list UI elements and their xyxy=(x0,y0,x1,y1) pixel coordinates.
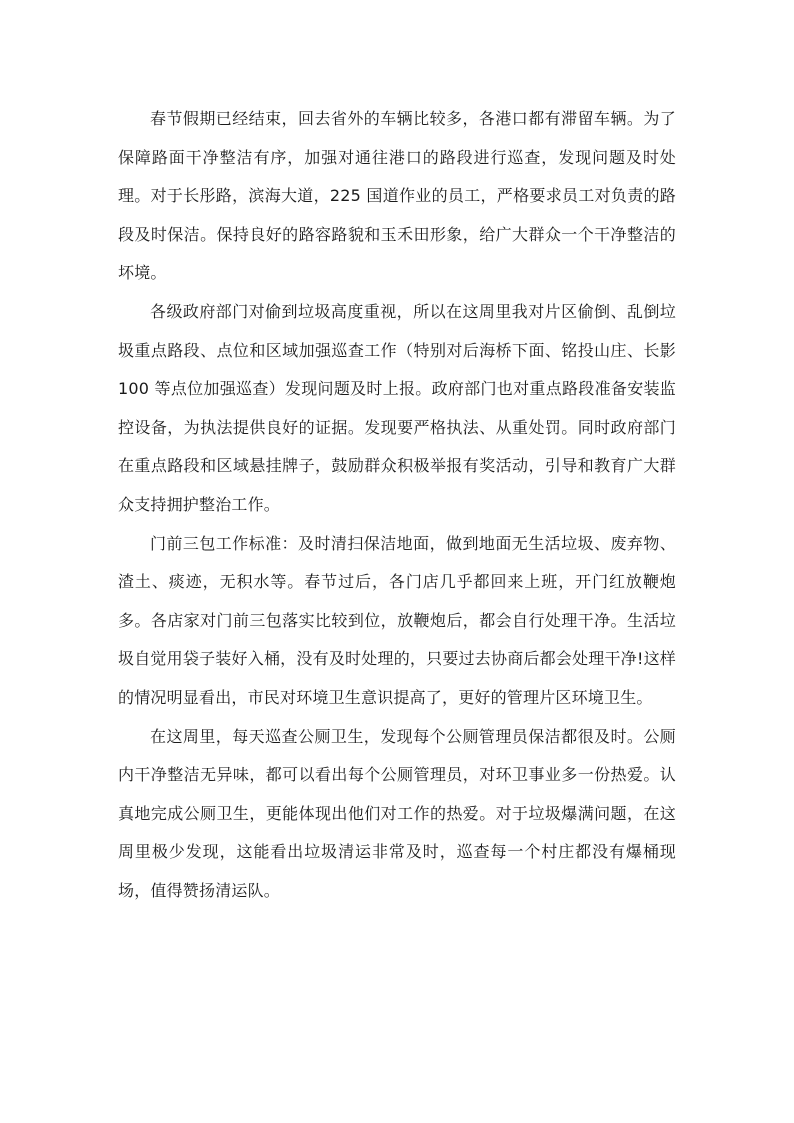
document-page xyxy=(118,100,676,910)
paragraph-3: 门前三包工作标准：及时清扫保洁地面，做到地面无生活垃圾、废弃物、渣土、痰迹，无积水等。春节过后，各门店几乎都回来上班，开门红放鞭炮多。各店家对门前三包落实比较到位，放鞭炮后，都会自行处理干净。生活垃圾自觉用袋子装好入桶，没有及时处理的，只要过去协商后都会处理干净!这样的情况明显看出，市民对环境卫生意识提高了，更好的管理片区环境卫生。 xyxy=(118,533,676,707)
paragraph-4: 在这周里，每天巡查公厕卫生，发现每个公厕管理员保洁都很及时。公厕内干净整洁无异味，都可以看出每个公厕管理员，对环卫事业多一份热爱。认真地完成公厕卫生，更能体现出他们对工作的热爱。对于垃圾爆满问题，在这周里极少发现，这能看出垃圾清运非常及时，巡查每一个村庄都没有爆桶现场，值得赞扬清运队。 xyxy=(118,726,676,900)
paragraph-1: 春节假期已经结束，回去省外的车辆比较多，各港口都有滞留车辆。为了保障路面干净整洁有序，加强对通往港口的路段进行巡查，发现问题及时处理。对于长彤路，滨海大道，225 国道作业的员工，严格要求员工对负责的路段及时保洁。保持良好的路容路貌和玉禾田形象，给广大群众一个干净整洁的坏境。 xyxy=(118,109,676,283)
paragraph-2: 各级政府部门对偷到垃圾高度重视，所以在这周里我对片区偷倒、乱倒垃圾重点路段、点位和区域加强巡查工作（特别对后海桥下面、铭投山庄、长影 100 等点位加强巡查）发现问题及时上报。政府部门也对重点路段准备安装监控设备，为执法提供良好的证据。发现要严格执法、从重处罚。同时政府部门在重点路段和区域悬挂牌子，鼓励群众积极举报有奖活动，引导和教育广大群众支持拥护整治工作。 xyxy=(118,301,676,514)
